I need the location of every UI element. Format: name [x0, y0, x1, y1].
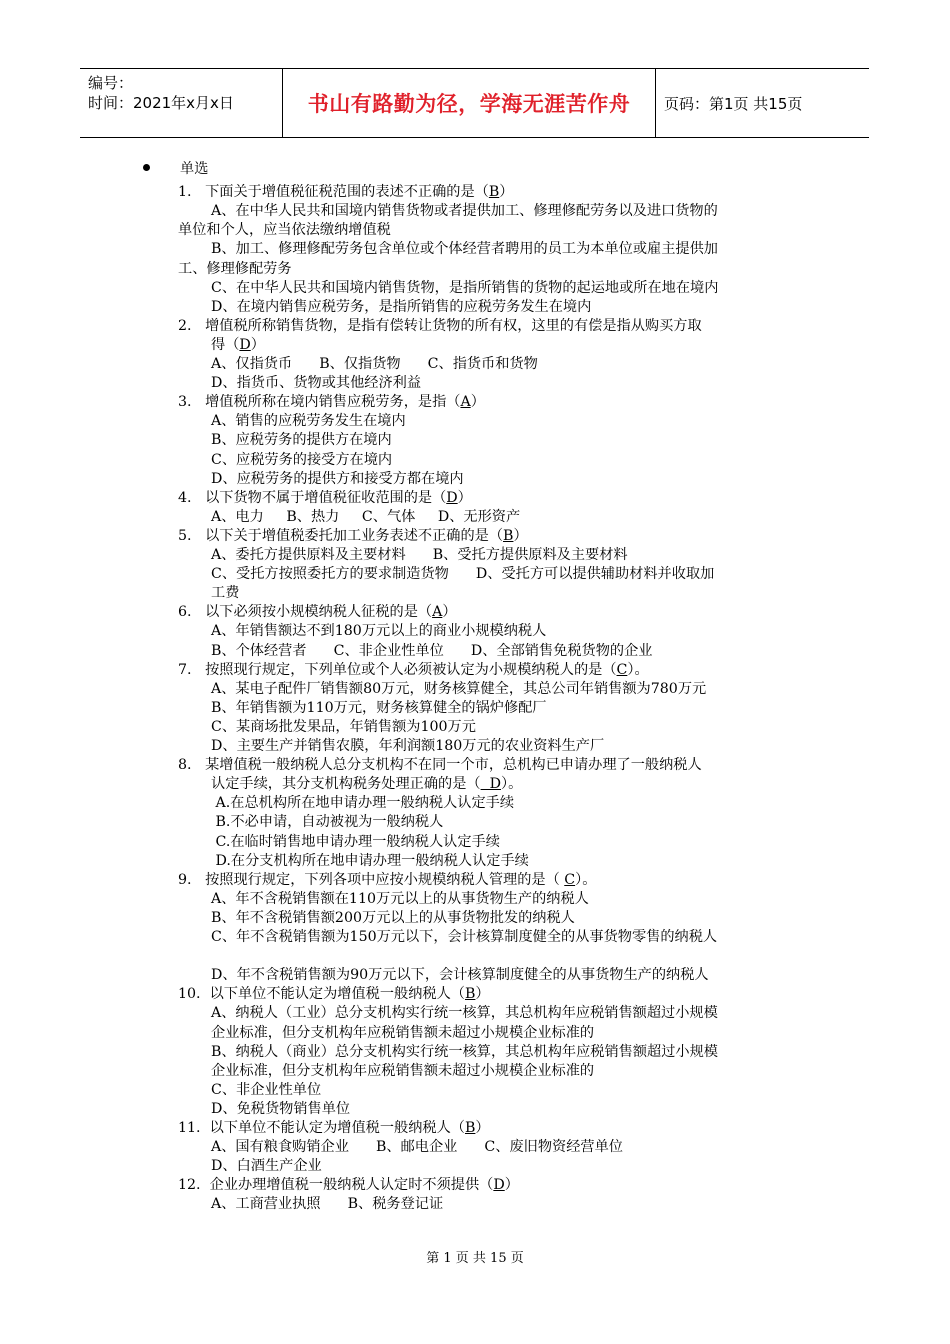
text-line — [178, 221, 391, 240]
line-text: D、白酒生产企业 — [211, 1158, 322, 1175]
line-text: B、年销售额为110万元，财务核算健全的锅炉修配厂 — [211, 699, 547, 716]
line-text: B、应税劳务的提供方在境内 — [211, 432, 392, 449]
line-text: D.在分支机构所在地申请办理一般纳税人认定手续 — [211, 852, 529, 869]
document-time-label: 时间：2021年x月x日 — [88, 94, 234, 112]
line-text: 认定手续，其分支机构税务处理正确的是（ — [211, 776, 481, 793]
line-tail: ）。 — [627, 661, 649, 678]
text-line — [178, 260, 292, 279]
text-line — [211, 680, 706, 699]
text-line — [211, 699, 546, 718]
line-text: D、指货币、货物或其他经济利益 — [211, 375, 422, 392]
text-line — [211, 374, 421, 393]
question-line — [178, 527, 528, 546]
answer-mark: C — [616, 661, 628, 678]
question-line — [178, 985, 490, 1004]
line-tail: ） — [499, 184, 514, 201]
line-text: B、个体经营者 C、非企业性单位 D、全部销售免税货物的企业 — [211, 642, 653, 659]
line-text: 单位和个人，应当依法缴纳增值税 — [178, 222, 391, 239]
question-line — [178, 661, 649, 680]
answer-mark: A — [460, 394, 471, 411]
text-line — [211, 1024, 594, 1043]
answer-mark: B — [503, 527, 514, 544]
line-text: C、某商场批发果品，年销售额为100万元 — [211, 718, 476, 735]
text-line — [211, 966, 709, 985]
line-text: 2. 增值税所称销售货物，是指有偿转让货物的所有权，这里的有偿是指从购买方取 — [178, 317, 702, 334]
text-line — [211, 718, 476, 737]
line-text: 12. 企业办理增值税一般纳税人认定时不须提供（ — [178, 1177, 494, 1194]
line-tail: ） — [457, 489, 472, 506]
text-line — [211, 1100, 350, 1119]
line-text: A、在中华人民共和国境内销售货物或者提供加工、修理修配劳务以及进口货物的 — [211, 203, 718, 220]
text-line — [211, 355, 538, 374]
question-line — [178, 317, 702, 336]
line-text: 10. 以下单位不能认定为增值税一般纳税人（ — [178, 986, 465, 1003]
line-text: A、年不含税销售额在110万元以上的从事货物生产的纳税人 — [211, 890, 589, 907]
line-text: A.在总机构所在地申请办理一般纳税人认定手续 — [211, 795, 515, 812]
text-line — [211, 622, 546, 641]
line-text: D、在境内销售应税劳务，是指所销售的应税劳务发生在境内 — [211, 298, 592, 315]
text-line — [211, 240, 718, 259]
text-line — [211, 1062, 594, 1081]
text-line — [211, 508, 520, 527]
question-line — [178, 603, 457, 622]
line-text: A、仅指货币 B、仅指货物 C、指货币和货物 — [211, 356, 538, 372]
line-tail: ）。 — [500, 776, 523, 793]
line-tail: ） — [475, 986, 490, 1003]
line-tail: ）。 — [575, 871, 597, 888]
line-text: C、非企业性单位 — [211, 1081, 322, 1098]
text-line — [211, 336, 265, 355]
line-tail: ） — [250, 336, 265, 353]
text-line — [211, 584, 239, 603]
text-line — [211, 1195, 443, 1214]
line-text: A、某电子配件厂销售额80万元，财务核算健全，其总公司年销售额为780万元 — [211, 680, 707, 697]
text-line — [211, 813, 443, 832]
answer-mark: B — [464, 1120, 476, 1136]
header-page-label: 页码：第1页 共15页 — [664, 94, 803, 113]
text-line — [211, 890, 589, 909]
line-text: C、年不含税销售额为150万元以下，会计核算制度健全的从事货物零售的纳税人 — [211, 929, 718, 945]
line-text: A、委托方提供原料及主要材料 B、受托方提供原料及主要材料 — [211, 547, 628, 563]
line-text: 企业标准，但分支机构年应税销售额未超过小规模企业标准的 — [211, 1062, 595, 1079]
line-text: D、主要生产并销售农膜，年利润额180万元的农业资料生产厂 — [211, 738, 605, 754]
section-heading — [143, 158, 208, 177]
text-line — [211, 642, 652, 661]
line-text: 工费 — [211, 585, 240, 602]
line-text: 企业标准，但分支机构年应税销售额未超过小规模企业标准的 — [211, 1024, 595, 1041]
line-tail: ） — [475, 1120, 490, 1136]
header-left-cell — [80, 69, 283, 137]
text-line — [211, 852, 529, 871]
line-text: B、纳税人（商业）总分支机构实行统一核算，其总机构年应税销售额超过小规模 — [211, 1043, 718, 1060]
answer-mark: A — [432, 604, 443, 621]
text-line — [211, 833, 500, 852]
page-footer: 第 1 页 共 15 页 — [426, 1251, 524, 1266]
text-line — [211, 412, 406, 431]
text-line — [211, 1081, 321, 1100]
line-text: B、加工、修理修配劳务包含单位或个体经营者聘用的员工为本单位或雇主提供加 — [211, 241, 718, 258]
line-text: 得（ — [211, 336, 240, 353]
bullet-icon — [143, 164, 150, 171]
line-text: A、年销售额达不到180万元以上的商业小规模纳税人 — [211, 623, 547, 640]
line-text: A、纳税人（工业）总分支机构实行统一核算，其总机构年应税销售额超过小规模 — [211, 1005, 718, 1022]
answer-mark: C — [564, 871, 576, 888]
text-line — [211, 1157, 322, 1176]
text-line — [211, 909, 575, 928]
text-line — [211, 202, 718, 221]
answer-mark: D — [446, 489, 458, 506]
line-text: 工、修理修配劳务 — [178, 260, 292, 277]
line-text: A、国有粮食购销企业 B、邮电企业 C、废旧物资经营单位 — [211, 1139, 623, 1156]
text-line — [211, 451, 392, 470]
question-line — [178, 393, 485, 412]
section-title: 单选 — [180, 160, 209, 177]
line-text: 4. 以下货物不属于增值税征收范围的是（ — [178, 489, 447, 506]
text-line — [211, 737, 604, 756]
line-tail: ） — [470, 394, 485, 411]
line-text: B.不必申请，自动被视为一般纳税人 — [211, 814, 444, 831]
text-line — [211, 546, 628, 565]
line-text: D、应税劳务的提供方和接受方都在境内 — [211, 470, 464, 487]
question-line — [178, 183, 513, 202]
header-motto-cell — [283, 69, 656, 137]
answer-mark: B — [464, 986, 476, 1003]
line-text: B、年不含税销售额200万元以上的从事货物批发的纳税人 — [211, 909, 575, 926]
line-text: A、电力 B、热力 C、气体 D、无形资产 — [211, 508, 521, 525]
text-line — [211, 1043, 718, 1062]
answer-mark: D — [480, 776, 501, 793]
line-tail: ） — [442, 604, 457, 621]
line-text: D、年不含税销售额为90万元以下，会计核算制度健全的从事货物生产的纳税人 — [211, 967, 709, 984]
text-line — [211, 470, 464, 489]
line-text: C、受托方按照委托方的要求制造货物 D、受托方可以提供辅助材料并收取加 — [211, 566, 715, 583]
question-line — [178, 1119, 490, 1138]
header-page-cell — [656, 69, 869, 137]
line-tail: ） — [513, 527, 528, 544]
text-line — [211, 431, 392, 450]
header-motto: 书山有路勤为径，学海无涯苦作舟 — [307, 92, 631, 116]
line-text: 3. 增值税所称在境内销售应税劳务，是指（ — [178, 394, 461, 411]
line-text: 7. 按照现行规定，下列单位或个人必须被认定为小规模纳税人的是（ — [178, 661, 617, 678]
answer-mark: D — [239, 336, 251, 353]
line-text: 11. 以下单位不能认定为增值税一般纳税人（ — [178, 1120, 465, 1136]
line-text: C、应税劳务的接受方在境内 — [211, 451, 393, 468]
text-line — [211, 298, 591, 317]
text-line — [211, 565, 714, 584]
text-line — [211, 279, 718, 298]
text-line — [211, 1004, 718, 1023]
line-text: C、在中华人民共和国境内销售货物，是指所销售的货物的起运地或所在地在境内 — [211, 279, 719, 296]
question-line — [178, 871, 596, 890]
line-text: C.在临时销售地申请办理一般纳税人认定手续 — [211, 833, 500, 850]
question-line — [178, 489, 472, 508]
line-text: 9. 按照现行规定，下列各项中应按小规模纳税人管理的是（ — [178, 871, 565, 888]
question-line — [178, 756, 702, 775]
answer-mark: B — [488, 184, 500, 201]
header-table — [80, 68, 869, 138]
document-number-label: 编号： — [88, 74, 134, 92]
line-text: A、工商营业执照 B、税务登记证 — [211, 1196, 444, 1213]
text-line — [211, 775, 522, 794]
line-text: D、免税货物销售单位 — [211, 1100, 351, 1117]
line-text: 5. 以下关于增值税委托加工业务表述不正确的是（ — [178, 527, 504, 544]
answer-mark: D — [493, 1177, 505, 1194]
line-text: A、销售的应税劳务发生在境内 — [211, 413, 406, 430]
line-text: 8. 某增值税一般纳税人总分支机构不在同一个市，总机构已申请办理了一般纳税人 — [178, 757, 702, 774]
text-line — [211, 1138, 623, 1157]
line-text: 6. 以下必须按小规模纳税人征税的是（ — [178, 604, 433, 621]
question-line — [178, 1176, 519, 1195]
text-line — [211, 794, 514, 813]
line-text: 1. 下面关于增值税征税范围的表述不正确的是（ — [178, 184, 489, 201]
text-line — [211, 928, 717, 947]
line-tail: ） — [504, 1177, 519, 1194]
